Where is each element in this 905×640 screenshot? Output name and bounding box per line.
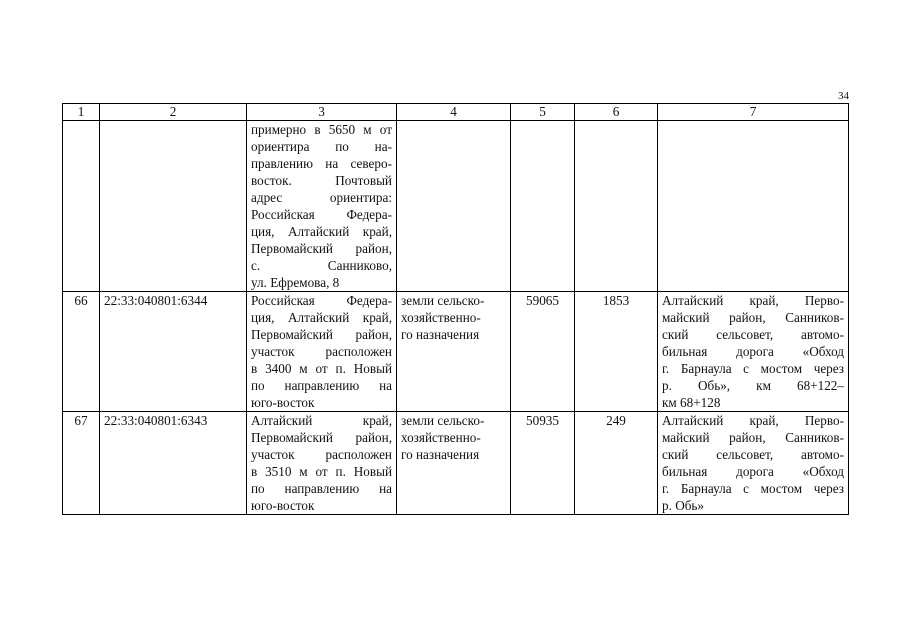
purpose-cell bbox=[658, 121, 849, 292]
row-number-cell bbox=[63, 121, 100, 292]
land-category-cell-line: го назначения bbox=[401, 327, 480, 342]
location-cell-line: ция, Алтайский край, bbox=[251, 310, 392, 325]
location-cell bbox=[247, 412, 397, 515]
header-row bbox=[63, 104, 849, 121]
location-cell-line: участок расположен bbox=[251, 447, 392, 462]
column-6-cell bbox=[575, 121, 658, 292]
land-category-cell bbox=[397, 292, 511, 412]
column-header-5: 5 bbox=[511, 104, 575, 121]
location-cell-line: с. Санниково, bbox=[251, 258, 392, 273]
row-number-cell: 66 bbox=[63, 292, 100, 412]
row-number-cell: 67 bbox=[63, 412, 100, 515]
location-cell-line: Российская Федера- bbox=[251, 293, 392, 308]
land-category-cell bbox=[397, 121, 511, 292]
location-cell-line: юго-восток bbox=[251, 498, 315, 513]
page-number: 34 bbox=[838, 90, 849, 102]
location-cell-line: Алтайский край, bbox=[251, 413, 392, 428]
column-header-1: 1 bbox=[63, 104, 100, 121]
location-cell-line: ул. Ефремова, 8 bbox=[251, 275, 340, 290]
purpose-cell-line: км 68+128 bbox=[662, 395, 721, 410]
purpose-cell-line: ский сельсовет, автомо- bbox=[662, 447, 844, 462]
land-category-cell-line: го назначения bbox=[401, 447, 480, 462]
cadastral-number-cell bbox=[100, 121, 247, 292]
table-row bbox=[63, 412, 849, 515]
column-header-6: 6 bbox=[575, 104, 658, 121]
location-cell-line: участок расположен bbox=[251, 344, 392, 359]
purpose-cell-line: ский сельсовет, автомо- bbox=[662, 327, 844, 342]
land-category-cell-line: хозяйственно- bbox=[401, 310, 481, 325]
column-header-4: 4 bbox=[397, 104, 511, 121]
purpose-cell-line: г. Барнаула с мостом через bbox=[662, 481, 844, 496]
location-cell-line: адрес ориентира: bbox=[251, 190, 392, 205]
purpose-cell bbox=[658, 292, 849, 412]
location-cell-line: юго-восток bbox=[251, 395, 315, 410]
location-cell-line: Первомайский район, bbox=[251, 430, 392, 445]
column-header-3: 3 bbox=[247, 104, 397, 121]
location-cell-line: Первомайский район, bbox=[251, 327, 392, 342]
area-cell: 50935 bbox=[511, 412, 575, 515]
area-cell bbox=[511, 121, 575, 292]
column-header-7: 7 bbox=[658, 104, 849, 121]
purpose-cell-line: майский район, Санников- bbox=[662, 310, 844, 325]
location-cell-line: Первомайский район, bbox=[251, 241, 392, 256]
location-cell-line: восток. Почтовый bbox=[251, 173, 392, 188]
purpose-cell-line: бильная дорога «Обход bbox=[662, 344, 844, 359]
table-row bbox=[63, 121, 849, 292]
purpose-cell-line: Алтайский край, Перво- bbox=[662, 413, 844, 428]
location-cell-line: правлению на северо- bbox=[251, 156, 392, 171]
location-cell-line: ция, Алтайский край, bbox=[251, 224, 392, 239]
column-6-cell: 249 bbox=[575, 412, 658, 515]
location-cell-line: Российская Федера- bbox=[251, 207, 392, 222]
land-category-cell-line: земли сельско- bbox=[401, 293, 485, 308]
purpose-cell-line: майский район, Санников- bbox=[662, 430, 844, 445]
purpose-cell-line: г. Барнаула с мостом через bbox=[662, 361, 844, 376]
location-cell-line: по направлению на bbox=[251, 378, 392, 393]
location-cell-line: в 3400 м от п. Новый bbox=[251, 361, 392, 376]
area-cell: 59065 bbox=[511, 292, 575, 412]
land-category-cell-line: хозяйственно- bbox=[401, 430, 481, 445]
cadastral-number-cell: 22:33:040801:6343 bbox=[100, 412, 247, 515]
location-cell bbox=[247, 121, 397, 292]
column-header-2: 2 bbox=[100, 104, 247, 121]
location-cell bbox=[247, 292, 397, 412]
land-category-cell bbox=[397, 412, 511, 515]
purpose-cell-line: р. Обь», км 68+122– bbox=[662, 378, 844, 393]
location-cell-line: в 3510 м от п. Новый bbox=[251, 464, 392, 479]
location-cell-line: по направлению на bbox=[251, 481, 392, 496]
table-row bbox=[63, 292, 849, 412]
purpose-cell-line: бильная дорога «Обход bbox=[662, 464, 844, 479]
purpose-cell-line: р. Обь» bbox=[662, 498, 705, 513]
table-body bbox=[63, 121, 849, 515]
location-cell-line: ориентира по на- bbox=[251, 139, 392, 154]
land-plots-table bbox=[62, 103, 849, 515]
purpose-cell bbox=[658, 412, 849, 515]
land-category-cell-line: земли сельско- bbox=[401, 413, 485, 428]
column-6-cell: 1853 bbox=[575, 292, 658, 412]
purpose-cell-line: Алтайский край, Перво- bbox=[662, 293, 844, 308]
cadastral-number-cell: 22:33:040801:6344 bbox=[100, 292, 247, 412]
location-cell-line: примерно в 5650 м от bbox=[251, 122, 392, 137]
